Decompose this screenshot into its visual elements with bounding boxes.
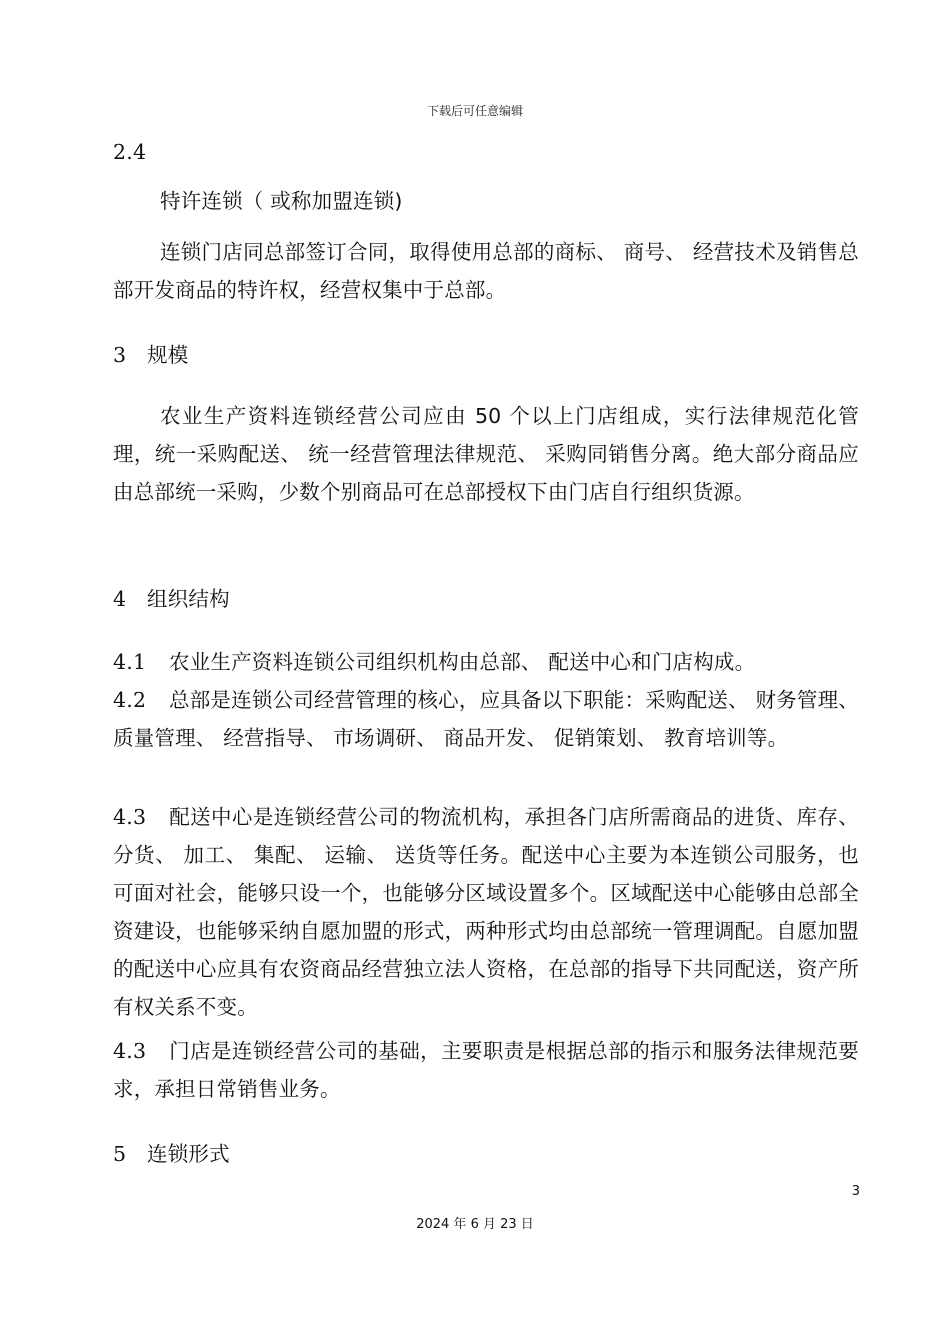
page-header: 下载后可任意编辑 [426, 104, 523, 118]
section-4-3-item: 4.3 配送中心是连锁经营公司的物流机构，承担各门店所需商品的进货、库存、 分货、 加工、 集配、 运输、 送货等任务。配送中心主要为本连锁公司服务，也可面对社会，能够只设一个，也能够分区域设置多个。区域配送中心能够由总部全资建设，也能够采纳自愿加盟的形式，两种形式均由总部统一管理调配。自愿加盟的配送中心应具有农资商品经营独立法人资格，在总部的指导下共同配送，资产所有权关系不变。 [113, 805, 859, 1019]
section-2-4-heading: 特许连锁（ 或称加盟连锁) [160, 189, 403, 213]
page-footer-date: 2024 年 6 月 23 日 [416, 1217, 534, 1232]
section-4-heading: 4 组织结构 [113, 587, 230, 611]
section-5-heading: 5 连锁形式 [113, 1142, 230, 1166]
section-4-1-item: 4.1 农业生产资料连锁公司组织机构由总部、 配送中心和门店构成。 [113, 650, 756, 674]
section-2-4-number: 2.4 [113, 140, 147, 164]
section-3-heading: 3 规模 [113, 343, 189, 367]
page-number: 3 [851, 1184, 860, 1199]
section-3-paragraph: 农业生产资料连锁经营公司应由 50 个以上门店组成，实行法律规范化管理，统一采购配送、 统一经营管理法律规范、 采购同销售分离。绝大部分商品应由总部统一采购，少数个别商品可在总部授权下由门店自行组织货源。 [113, 404, 859, 504]
section-2-4-paragraph: 连锁门店同总部签订合同，取得使用总部的商标、 商号、 经营技术及销售总部开发商品的特许权，经营权集中于总部。 [113, 240, 859, 302]
section-4-3b-item: 4.3 门店是连锁经营公司的基础，主要职责是根据总部的指示和服务法律规范要求，承担日常销售业务。 [113, 1039, 859, 1101]
section-4-2-item: 4.2 总部是连锁公司经营管理的核心，应具备以下职能：采购配送、 财务管理、 质量管理、 经营指导、 市场调研、 商品开发、 促销策划、 教育培训等。 [113, 688, 859, 750]
